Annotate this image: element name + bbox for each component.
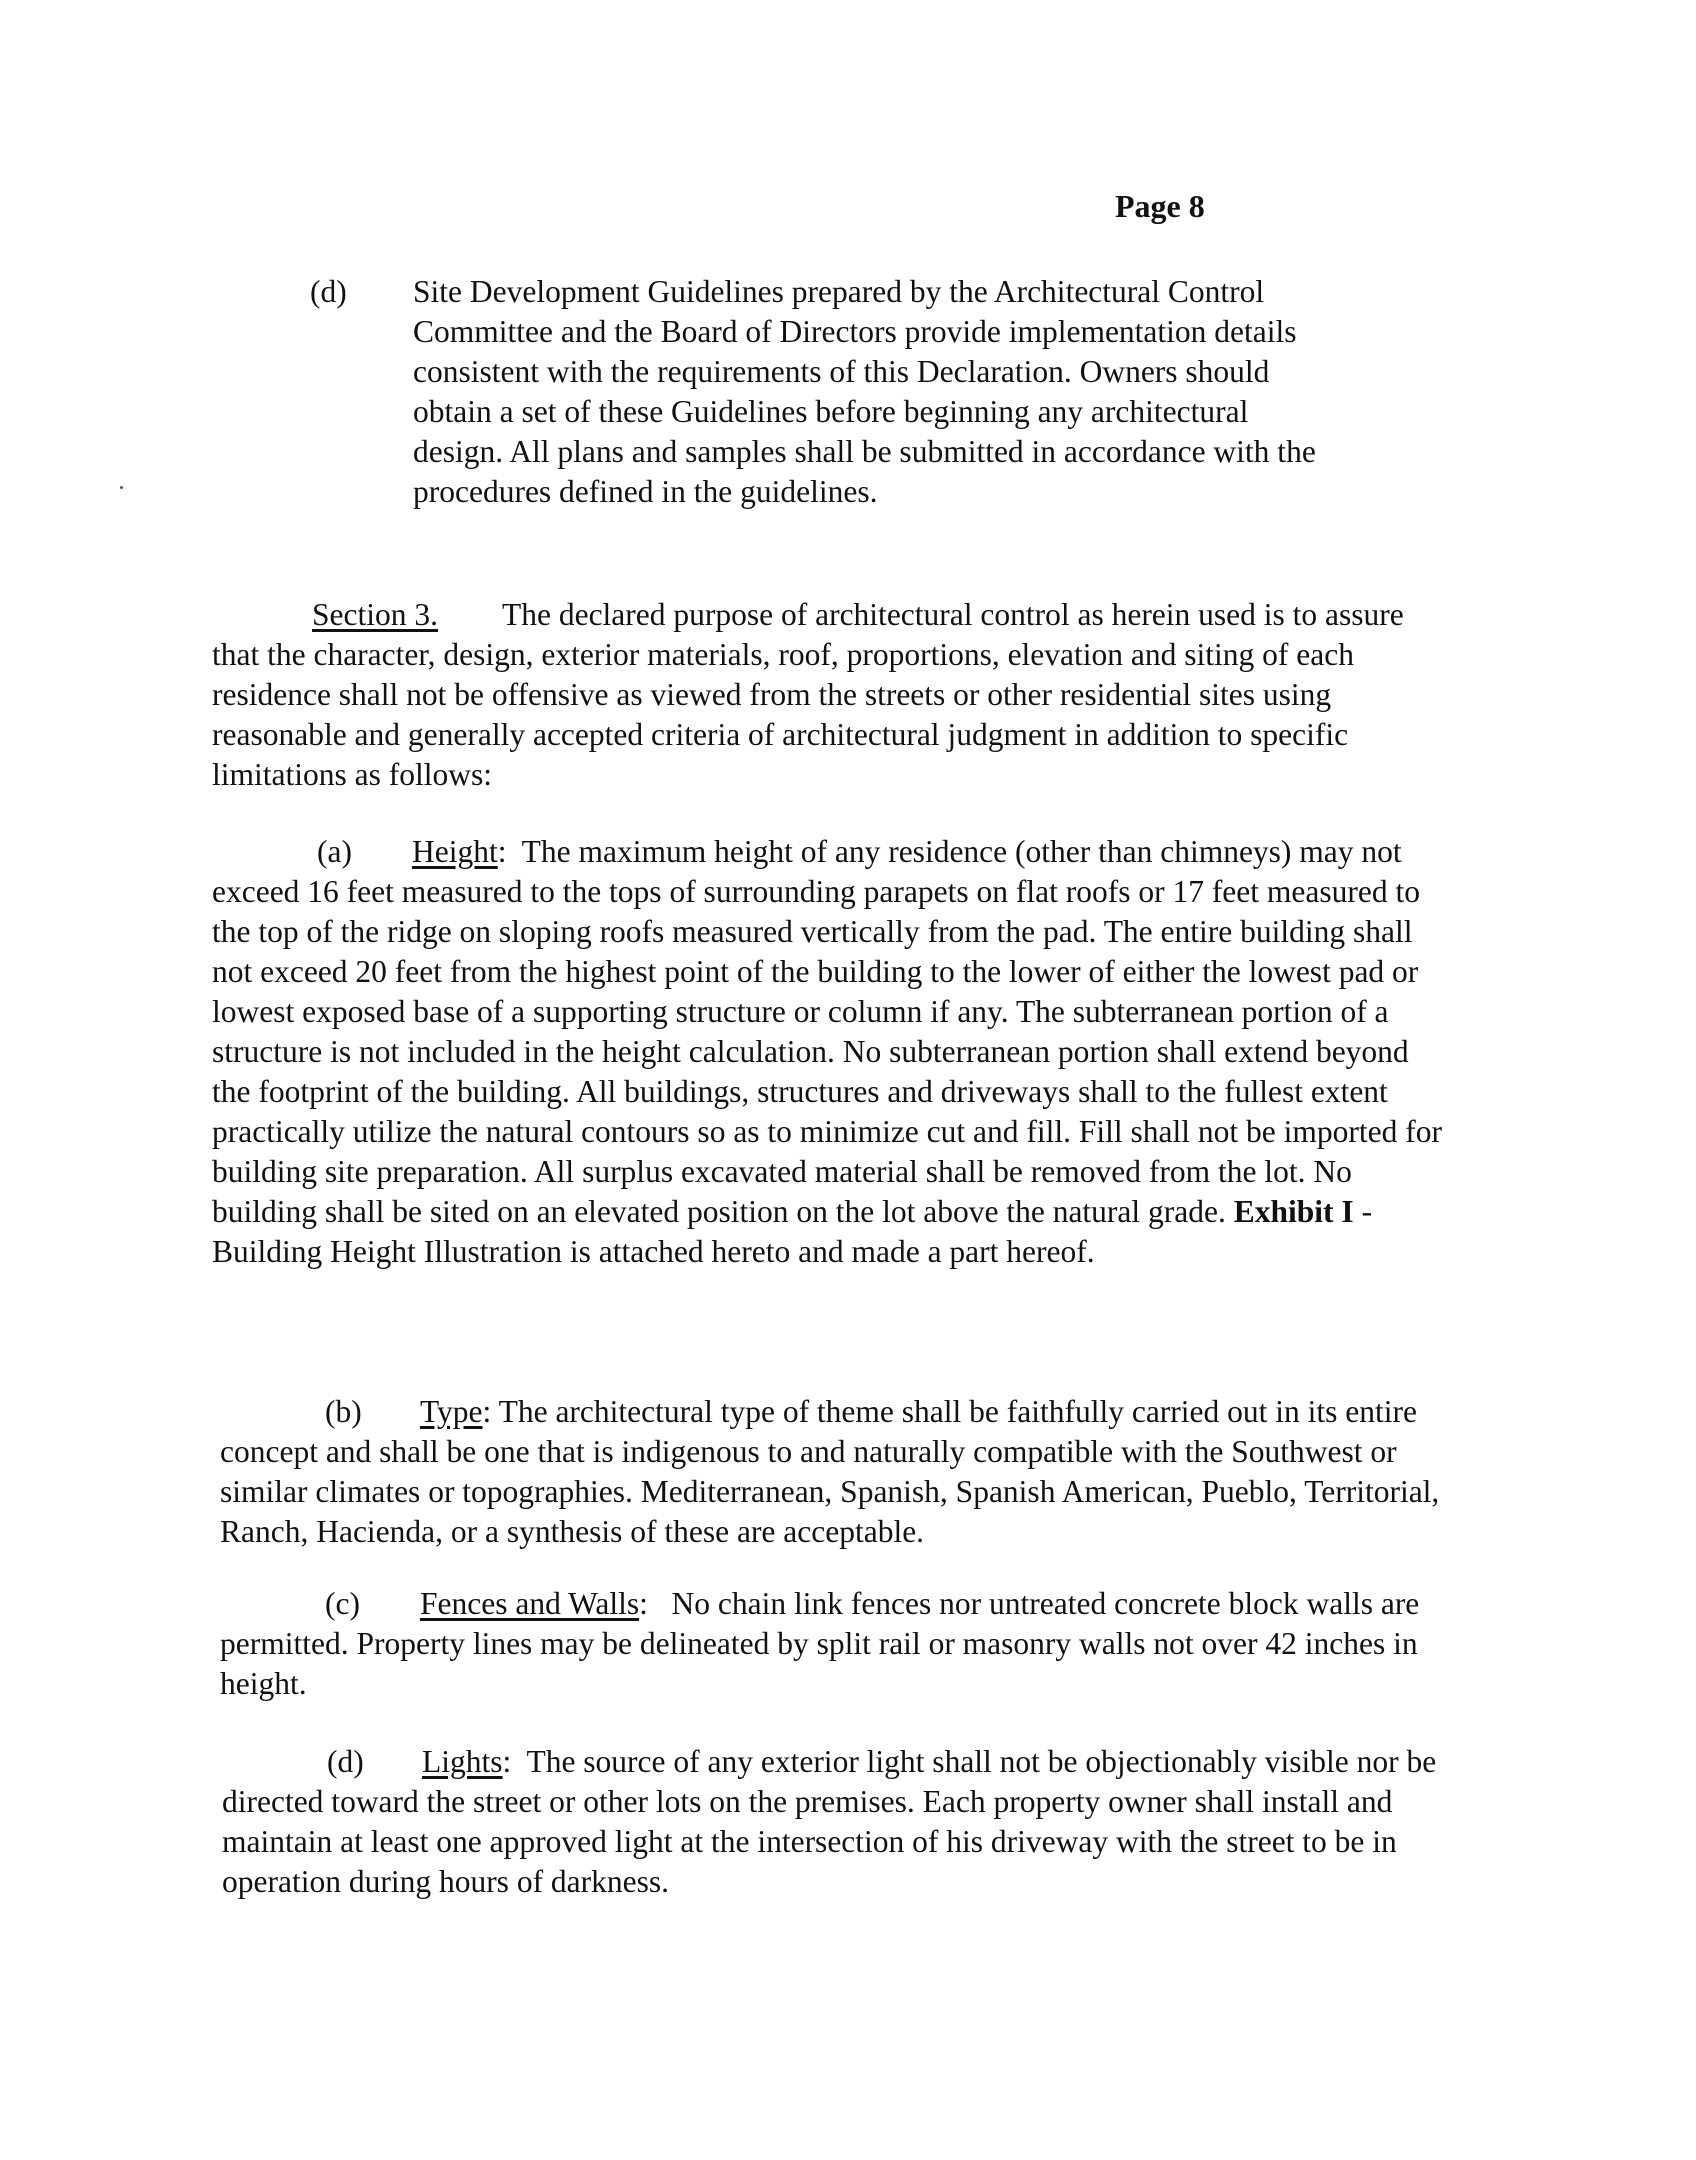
item-c-heading: Fences and Walls — [420, 1586, 640, 1621]
item-d-heading: Lights — [422, 1744, 503, 1779]
item-b-type-paragraph: (b) Type: The architectural type of theme shall be faithfully carried out in its entire concept and shall be one that is indigenous to and naturally compatible with the Southwest or similar climates or topographies. Mediterranean, Spanish, Spanish American, Pueblo, Territorial, Ranch, Hacienda, or a synthesis of these are acceptable. — [220, 1394, 1440, 1549]
subsection-d-guidelines — [310, 272, 1370, 512]
item-d-lights-paragraph: (d) Lights: The source of any exterior light shall not be objectionably visible nor be directed toward the street or other lots on the premises. Each property owner shall install and maintain at least one approved light at the intersection of his driveway with the street to be in operation during hours of darkness. — [222, 1744, 1437, 1899]
item-a-height-paragraph: (a) Height: The maximum height of any residence (other than chimneys) may not exceed 16 feet measured to the tops of surrounding parapets on flat roofs or 17 feet measured to the top of the ridge on sloping roofs measured vertically from the pad. The entire building shall not exceed 20 feet from the highest point of the building to the lower of either the lowest pad or lowest exposed base of a supporting structure or column if any. The subterranean portion of a structure is not included in the height calculation. No subterranean portion shall extend beyond the footprint of the building. All buildings, structures and driveways shall to the fullest extent practically utilize the natural contours so as to minimize cut and fill. Fill shall not be imported for building site preparation. All surplus excavated material shall be removed from the lot. No building shall be sited on an elevated position on the lot above the natural grade. Exhibit I - Building Height Illustration is attached hereto and made a part hereof. — [212, 834, 1442, 1269]
subsection-body: Site Development Guidelines prepared by the Architectural Control Committee and the Board of Directors provide implementation details consistent with the requirements of this Declaration. Owners should obtain a set of these Guidelines before beginning any architectural design. All plans and samples shall be submitted in accordance with the procedures defined in the guidelines. — [413, 274, 1316, 509]
exhibit-reference: Exhibit I — [1233, 1194, 1354, 1229]
item-c-body: No chain link fences nor untreated concrete block walls are permitted. Property lines may be delineated by split rail or masonry walls not over 42 inches in height. — [220, 1586, 1420, 1701]
section-3-paragraph — [212, 595, 1448, 795]
item-c-marker: (c) — [325, 1586, 360, 1621]
section-3-heading: Section 3. — [312, 597, 438, 632]
item-b-marker: (b) — [325, 1394, 362, 1429]
subsection-marker: (d) — [310, 274, 347, 309]
item-b-body: The architectural type of theme shall be faithfully carried out in its entire concept and shall be one that is indigenous to and naturally compatible with the Southwest or similar climates or topographies. Mediterranean, Spanish, Spanish American, Pueblo, Territorial, Ranch, Hacienda, or a synthesis of these are acceptable. — [220, 1394, 1440, 1549]
page-number: Page 8 — [1115, 188, 1205, 224]
item-c-fences-paragraph: (c) Fences and Walls: No chain link fences nor untreated concrete block walls are permitted. Property lines may be delineated by split rail or masonry walls not over 42 inches in height. — [220, 1586, 1420, 1701]
item-d-marker: (d) — [327, 1744, 364, 1779]
item-b-heading: Type — [420, 1394, 483, 1429]
scan-artifact-dot — [120, 486, 123, 489]
item-d-body: The source of any exterior light shall not be objectionably visible nor be directed toward the street or other lots on the premises. Each property owner shall install and maintain at least one approved light at the intersection of his driveway with the street to be in operation during hours of darkness. — [222, 1744, 1437, 1899]
item-a-marker: (a) — [317, 834, 352, 869]
item-a-heading: Height — [412, 834, 498, 869]
section-3-body: The declared purpose of architectural control as herein used is to assure that the character, design, exterior materials, roof, proportions, elevation and siting of each residence shall not be offensive as viewed from the streets or other residential sites using reasonable and generally accepted criteria of architectural judgment in addition to specific limitations as follows: — [212, 597, 1404, 792]
item-a-body-end: - Building Height Illustration is attached hereto and made a part hereof. — [212, 1194, 1373, 1269]
item-a-body: The maximum height of any residence (other than chimneys) may not exceed 16 feet measured to the tops of surrounding parapets on flat roofs or 17 feet measured to the top of the ridge on sloping roofs measured vertically from the pad. The entire building shall not exceed 20 feet from the highest point of the building to the lower of either the lowest pad or lowest exposed base of a supporting structure or column if any. The subterranean portion of a structure is not included in the height calculation. No subterranean portion shall extend beyond the footprint of the building. All buildings, structures and driveways shall to the fullest extent practically utilize the natural contours so as to minimize cut and fill. Fill shall not be imported for building site preparation. All surplus excavated material shall be removed from the lot. No building shall be sited on an elevated position on the lot above the natural grade. — [212, 834, 1442, 1229]
